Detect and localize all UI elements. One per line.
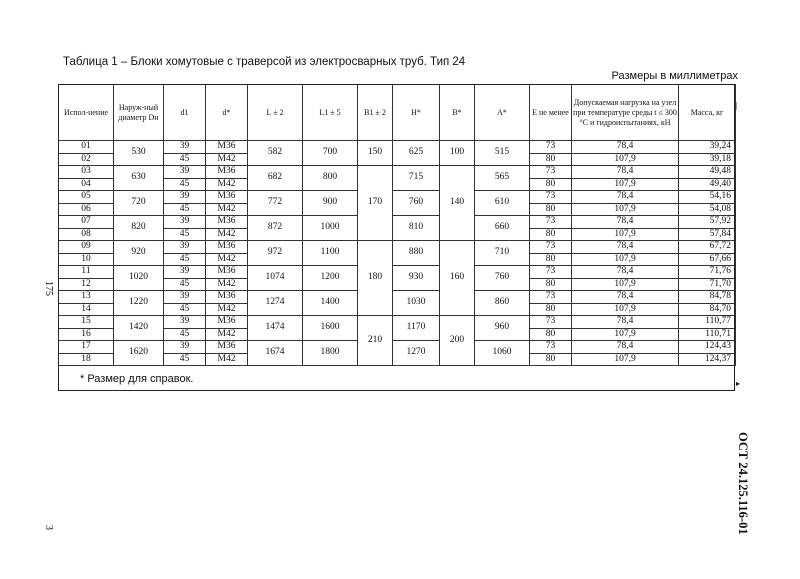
cell-d: М36 — [206, 266, 248, 279]
cell-version: 08 — [59, 228, 114, 241]
cell-E: 73 — [530, 216, 572, 229]
cell-d: М42 — [206, 278, 248, 291]
cell-d1: 39 — [164, 266, 206, 279]
cell-outer-diameter: 920 — [114, 241, 164, 266]
cell-d1: 45 — [164, 153, 206, 166]
cell-B: 160 — [440, 241, 475, 316]
column-header: E не менее — [530, 85, 572, 141]
cell-mass: 110,77 — [679, 316, 736, 329]
cell-d1: 45 — [164, 278, 206, 291]
cell-outer-diameter: 820 — [114, 216, 164, 241]
cell-version: 15 — [59, 316, 114, 329]
cell-E: 80 — [530, 178, 572, 191]
cell-A: 760 — [475, 266, 530, 291]
cell-d1: 39 — [164, 291, 206, 304]
cell-L: 972 — [248, 241, 303, 266]
cell-load: 78,4 — [572, 341, 679, 354]
cell-d1: 45 — [164, 303, 206, 316]
cell-A: 515 — [475, 141, 530, 166]
cell-L: 1274 — [248, 291, 303, 316]
cell-load: 78,4 — [572, 266, 679, 279]
cell-B: 100 — [440, 141, 475, 166]
column-header: Испол-нение — [59, 85, 114, 141]
cell-mass: 71,76 — [679, 266, 736, 279]
cell-mass: 57,84 — [679, 228, 736, 241]
cell-version: 01 — [59, 141, 114, 154]
cell-d1: 39 — [164, 216, 206, 229]
cell-version: 03 — [59, 166, 114, 179]
margin-tick-mark-top: | — [736, 101, 738, 110]
cell-d: М36 — [206, 191, 248, 204]
document-code: ОСТ 24.125.116-01 — [736, 432, 750, 535]
cell-d: М42 — [206, 303, 248, 316]
cell-A: 860 — [475, 291, 530, 316]
column-header: L1 ± 5 — [303, 85, 358, 141]
cell-d: М42 — [206, 228, 248, 241]
cell-mass: 110,71 — [679, 328, 736, 341]
cell-load: 78,4 — [572, 166, 679, 179]
cell-outer-diameter: 720 — [114, 191, 164, 216]
cell-outer-diameter: 1620 — [114, 341, 164, 366]
cell-mass: 84,78 — [679, 291, 736, 304]
cell-H: 1270 — [393, 341, 440, 366]
cell-mass: 84,70 — [679, 303, 736, 316]
cell-version: 13 — [59, 291, 114, 304]
cell-version: 06 — [59, 203, 114, 216]
cell-d1: 39 — [164, 316, 206, 329]
cell-load: 107,9 — [572, 328, 679, 341]
column-header: d* — [206, 85, 248, 141]
cell-mass: 54,16 — [679, 191, 736, 204]
column-header: H* — [393, 85, 440, 141]
page-number: 175 — [43, 281, 54, 296]
cell-E: 73 — [530, 316, 572, 329]
cell-A: 1060 — [475, 341, 530, 366]
cell-d1: 45 — [164, 178, 206, 191]
margin-tick-mark: ▸ — [736, 379, 741, 388]
column-header: d1 — [164, 85, 206, 141]
cell-version: 18 — [59, 353, 114, 366]
cell-B1: 170 — [358, 166, 393, 241]
column-header: Допускаемая нагрузка на узел при температуре среды t ≤ 300 °C и гидроиспытаниях, кН — [572, 85, 679, 141]
column-header: B1 ± 2 — [358, 85, 393, 141]
cell-load: 107,9 — [572, 253, 679, 266]
cell-version: 04 — [59, 178, 114, 191]
cell-L1: 700 — [303, 141, 358, 166]
column-header: Наруж-ный диаметр Dн — [114, 85, 164, 141]
cell-version: 07 — [59, 216, 114, 229]
cell-d: М36 — [206, 141, 248, 154]
cell-d1: 45 — [164, 228, 206, 241]
cell-version: 12 — [59, 278, 114, 291]
cell-A: 960 — [475, 316, 530, 341]
cell-H: 880 — [393, 241, 440, 266]
cell-E: 80 — [530, 203, 572, 216]
cell-H: 810 — [393, 216, 440, 241]
cell-mass: 49,48 — [679, 166, 736, 179]
cell-d1: 45 — [164, 328, 206, 341]
cell-E: 80 — [530, 328, 572, 341]
cell-d: М42 — [206, 328, 248, 341]
cell-d: М36 — [206, 291, 248, 304]
cell-mass: 39,18 — [679, 153, 736, 166]
cell-mass: 49,40 — [679, 178, 736, 191]
cell-outer-diameter: 1220 — [114, 291, 164, 316]
cell-load: 78,4 — [572, 241, 679, 254]
cell-load: 107,9 — [572, 228, 679, 241]
cell-d: М42 — [206, 353, 248, 366]
cell-A: 660 — [475, 216, 530, 241]
cell-d1: 39 — [164, 191, 206, 204]
table-frame — [58, 84, 735, 391]
cell-d1: 45 — [164, 353, 206, 366]
cell-load: 107,9 — [572, 303, 679, 316]
cell-E: 80 — [530, 153, 572, 166]
cell-mass: 67,72 — [679, 241, 736, 254]
cell-version: 05 — [59, 191, 114, 204]
cell-L1: 1100 — [303, 241, 358, 266]
cell-d1: 39 — [164, 341, 206, 354]
cell-version: 10 — [59, 253, 114, 266]
cell-L: 872 — [248, 216, 303, 241]
footnote: * Размер для справок. — [80, 373, 194, 385]
cell-outer-diameter: 530 — [114, 141, 164, 166]
cell-d: М36 — [206, 216, 248, 229]
cell-load: 107,9 — [572, 353, 679, 366]
cell-mass: 57,92 — [679, 216, 736, 229]
cell-H: 930 — [393, 266, 440, 291]
cell-outer-diameter: 1020 — [114, 266, 164, 291]
table-title: Таблица 1 – Блоки хомутовые с траверсой из электросварных труб. Тип 24 — [63, 56, 466, 68]
column-header: A* — [475, 85, 530, 141]
cell-L: 582 — [248, 141, 303, 166]
cell-d: М36 — [206, 316, 248, 329]
cell-version: 11 — [59, 266, 114, 279]
cell-L1: 1000 — [303, 216, 358, 241]
cell-E: 80 — [530, 253, 572, 266]
cell-mass: 54,08 — [679, 203, 736, 216]
cell-d: М42 — [206, 203, 248, 216]
cell-d: М42 — [206, 253, 248, 266]
column-header: L ± 2 — [248, 85, 303, 141]
cell-B1: 180 — [358, 241, 393, 316]
cell-L1: 1400 — [303, 291, 358, 316]
cell-E: 73 — [530, 341, 572, 354]
cell-E: 80 — [530, 353, 572, 366]
cell-mass: 124,43 — [679, 341, 736, 354]
cell-outer-diameter: 630 — [114, 166, 164, 191]
cell-L: 1474 — [248, 316, 303, 341]
cell-load: 78,4 — [572, 291, 679, 304]
cell-version: 14 — [59, 303, 114, 316]
cell-d1: 45 — [164, 203, 206, 216]
cell-d: М42 — [206, 178, 248, 191]
cell-B: 140 — [440, 166, 475, 241]
cell-load: 78,4 — [572, 191, 679, 204]
cell-mass: 71,70 — [679, 278, 736, 291]
cell-L1: 1800 — [303, 341, 358, 366]
cell-H: 625 — [393, 141, 440, 166]
cell-version: 09 — [59, 241, 114, 254]
cell-B: 200 — [440, 316, 475, 366]
cell-E: 73 — [530, 291, 572, 304]
cell-load: 78,4 — [572, 141, 679, 154]
cell-E: 73 — [530, 241, 572, 254]
margin-number: 3 — [43, 525, 54, 530]
cell-load: 107,9 — [572, 278, 679, 291]
cell-d1: 39 — [164, 141, 206, 154]
cell-load: 107,9 — [572, 203, 679, 216]
cell-L1: 1200 — [303, 266, 358, 291]
cell-d: М36 — [206, 241, 248, 254]
cell-E: 73 — [530, 191, 572, 204]
cell-B1: 150 — [358, 141, 393, 166]
cell-mass: 67,66 — [679, 253, 736, 266]
cell-version: 02 — [59, 153, 114, 166]
cell-L: 772 — [248, 191, 303, 216]
cell-d: М42 — [206, 153, 248, 166]
cell-H: 760 — [393, 191, 440, 216]
column-header: B* — [440, 85, 475, 141]
cell-H: 1170 — [393, 316, 440, 341]
cell-outer-diameter: 1420 — [114, 316, 164, 341]
cell-L1: 900 — [303, 191, 358, 216]
cell-L: 1674 — [248, 341, 303, 366]
cell-B1: 210 — [358, 316, 393, 366]
cell-d: М36 — [206, 341, 248, 354]
cell-L1: 1600 — [303, 316, 358, 341]
cell-E: 80 — [530, 303, 572, 316]
cell-load: 107,9 — [572, 178, 679, 191]
cell-d1: 39 — [164, 166, 206, 179]
cell-version: 16 — [59, 328, 114, 341]
cell-A: 610 — [475, 191, 530, 216]
cell-L: 1074 — [248, 266, 303, 291]
cell-load: 78,4 — [572, 216, 679, 229]
cell-load: 107,9 — [572, 153, 679, 166]
cell-L: 682 — [248, 166, 303, 191]
cell-A: 710 — [475, 241, 530, 266]
cell-A: 565 — [475, 166, 530, 191]
cell-L1: 800 — [303, 166, 358, 191]
cell-mass: 124,37 — [679, 353, 736, 366]
units-note: Размеры в миллиметрах — [611, 70, 738, 82]
cell-H: 715 — [393, 166, 440, 191]
column-header: Масса, кг — [679, 85, 736, 141]
cell-d: М36 — [206, 166, 248, 179]
cell-version: 17 — [59, 341, 114, 354]
cell-E: 73 — [530, 166, 572, 179]
cell-E: 80 — [530, 228, 572, 241]
cell-E: 73 — [530, 141, 572, 154]
cell-mass: 39,24 — [679, 141, 736, 154]
cell-H: 1030 — [393, 291, 440, 316]
cell-E: 80 — [530, 278, 572, 291]
cell-d1: 45 — [164, 253, 206, 266]
cell-load: 78,4 — [572, 316, 679, 329]
cell-d1: 39 — [164, 241, 206, 254]
cell-E: 73 — [530, 266, 572, 279]
